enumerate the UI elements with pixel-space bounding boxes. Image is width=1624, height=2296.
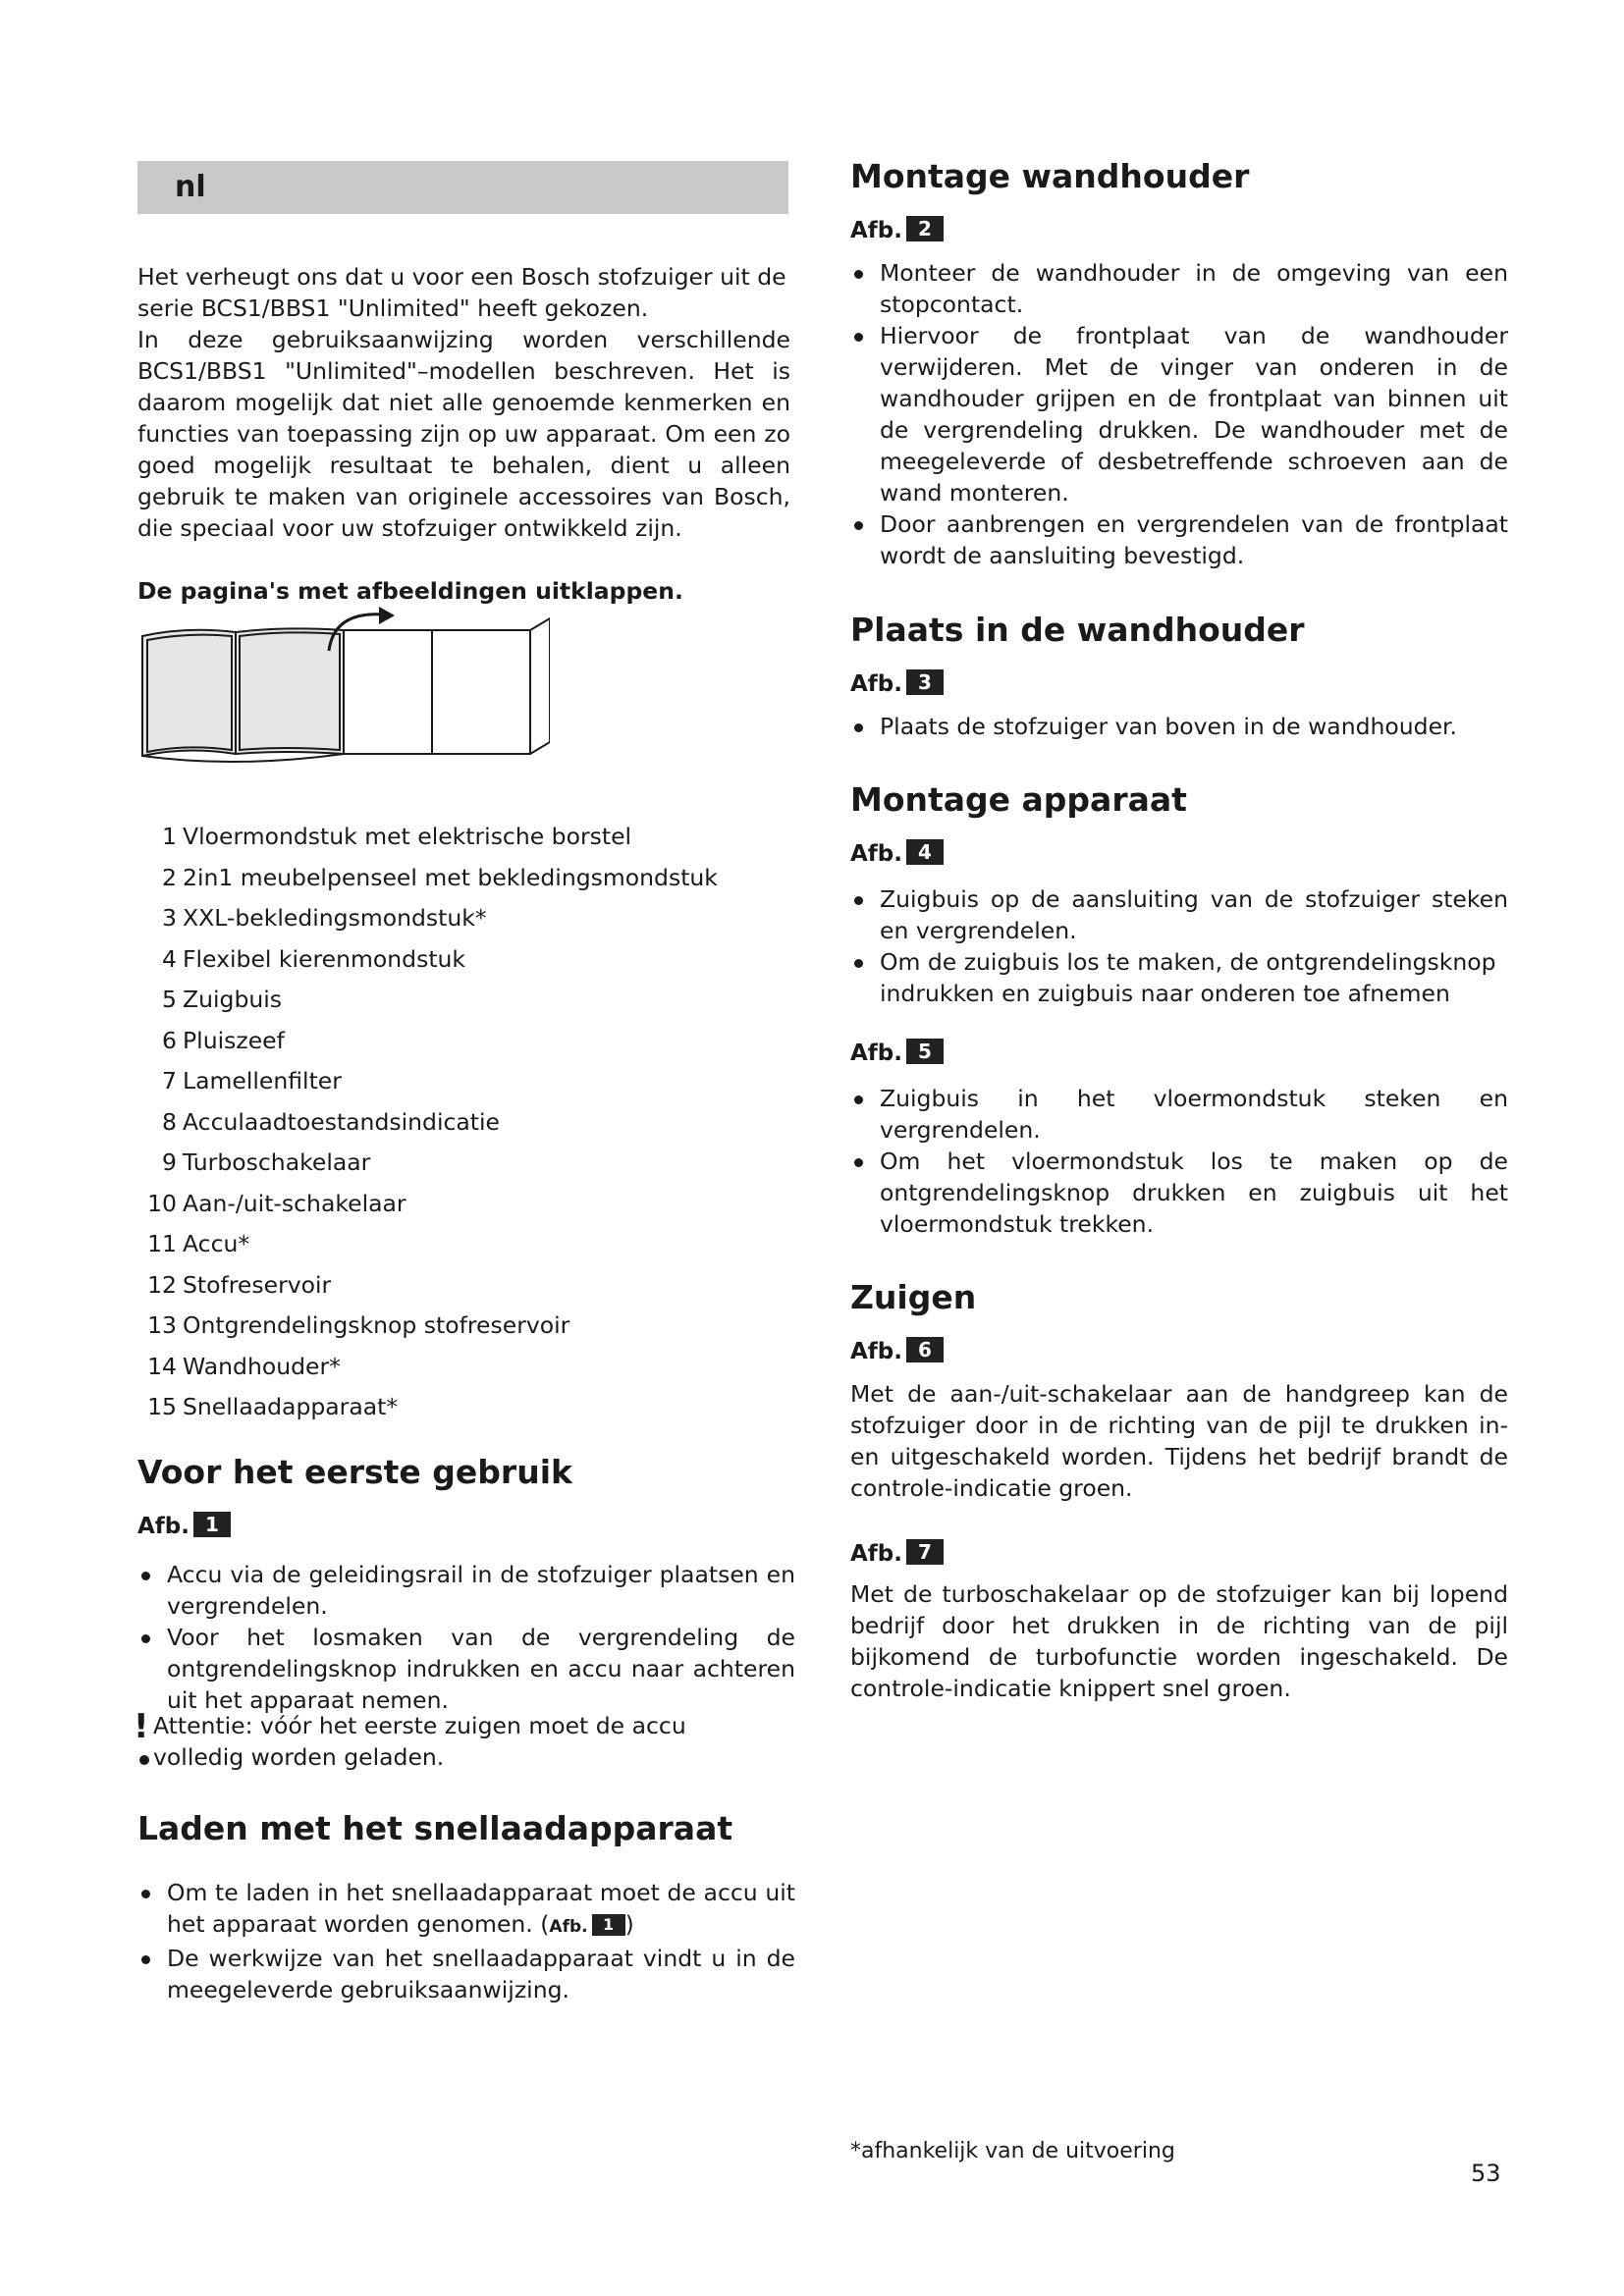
fold-out-note: De pagina's met afbeeldingen uitklappen.: [137, 577, 683, 605]
section-title-placement: Plaats in de wandhouder: [850, 611, 1305, 649]
figure-ref-4: Afb. 4: [850, 839, 944, 867]
list-item: Monteer de wandhouder in de omgeving van een stopcontact.: [850, 257, 1508, 320]
figure-ref-7: Afb. 7: [850, 1539, 944, 1567]
attention-text: Attentie: vóór het eerste zuigen moet de accu volledig worden geladen.: [153, 1712, 686, 1771]
intro-paragraph-1: Het verheugt ons dat u voor een Bosch stofzuiger uit de serie BCS1/BBS1 "Unlimited" heeft gekozen.: [137, 263, 786, 322]
fold-out-pages-icon: [137, 607, 550, 774]
list-item: Om de zuigbuis los te maken, de ontgrendelingsknop indrukken en zuigbuis naar onderen toe afnemen: [850, 946, 1508, 1009]
vacuum-paragraph-2: Met de turboschakelaar op de stofzuiger kan bij lopend bedrijf door het drukken in de richting van de pijl bijkomend de turbofunctie worden ingeschakeld. De controle-indicatie knippert snel groen.: [850, 1580, 1508, 1702]
list-item: 3 XXL-bekledingsmondstuk*: [162, 904, 487, 932]
language-bar: [137, 161, 788, 214]
list-item: 14 Wandhouder*: [147, 1352, 341, 1380]
figure-ref-3: Afb. 3: [850, 669, 944, 697]
figure-ref-1: Afb. 1: [137, 1512, 231, 1539]
page-number: 53: [1471, 2160, 1501, 2187]
parts-list: [137, 817, 718, 1428]
section-title-vacuuming: Zuigen: [850, 1278, 977, 1316]
list-item: Zuigbuis in het vloermondstuk steken en vergrendelen.: [850, 1083, 1508, 1146]
assembly-bullets-1: [850, 883, 1508, 1009]
list-item: Hiervoor de frontplaat van de wandhouder verwijderen. Met de vinger van onderen in de wandhouder grijpen en de frontplaat van binnen uit de vergrendeling drukken. De wandhouder met de meegeleverde of desbetreffende schroeven aan de wand monteren.: [850, 320, 1508, 508]
section-title-assembly: Montage apparaat: [850, 780, 1187, 819]
intro-text: [137, 261, 790, 544]
figure-ref-6: Afb. 6: [850, 1337, 944, 1364]
list-item: Om te laden in het snellaadapparaat moet de accu uit het apparaat worden genomen. (Afb. 1 ): [137, 1877, 795, 1943]
list-item: 11 Accu*: [147, 1230, 250, 1257]
list-item: De werkwijze van het snellaadapparaat vindt u in de meegeleverde gebruiksaanwijzing.: [137, 1943, 795, 2005]
list-item: 15 Snellaadapparaat*: [147, 1393, 399, 1420]
section-title-first-use: Voor het eerste gebruik: [137, 1453, 572, 1491]
attention-note: [134, 1707, 766, 1773]
placement-bullets: [850, 711, 1508, 742]
list-item: Zuigbuis op de aansluiting van de stofzuiger steken en vergrendelen.: [850, 883, 1508, 946]
figure-ref-5: Afb. 5: [850, 1039, 944, 1066]
wall-mount-bullets: [850, 257, 1508, 571]
language-code: nl: [175, 170, 206, 204]
list-item: Door aanbrengen en vergrendelen van de frontplaat wordt de aansluiting bevestigd.: [850, 508, 1508, 571]
list-item: Voor het losmaken van de vergrendeling de ontgrendelingsknop indrukken en accu naar achteren uit het apparaat nemen.: [137, 1622, 795, 1716]
list-item: 6 Pluiszeef: [162, 1026, 285, 1054]
list-item: 1 Vloermondstuk met elektrische borstel: [162, 823, 632, 850]
list-item: 12 Stofreservoir: [147, 1270, 332, 1299]
warning-icon: !: [134, 1707, 149, 1746]
list-item: 4 Flexibel kierenmondstuk: [162, 944, 466, 973]
list-item: 13 Ontgrendelingsknop stofreservoir: [147, 1311, 570, 1339]
list-item: 9 Turboschakelaar: [162, 1148, 371, 1176]
bullet-icon: [139, 1755, 149, 1765]
figure-ref-2: Afb. 2: [850, 216, 944, 243]
charging-bullets: [137, 1877, 795, 2005]
list-item: 7 Lamellenfilter: [162, 1067, 342, 1095]
list-item: 2 2in1 meubelpenseel met bekledingsmondstuk: [162, 863, 718, 891]
section-title-wall-mount: Montage wandhouder: [850, 157, 1250, 195]
assembly-bullets-2: [850, 1083, 1508, 1240]
first-use-bullets: [137, 1559, 795, 1716]
footnote: *afhankelijk van de uitvoering: [850, 2139, 1175, 2163]
list-item: 5 Zuigbuis: [162, 986, 283, 1013]
intro-paragraph-2: In deze gebruiksaanwijzing worden verschillende BCS1/BBS1 "Unlimited"–modellen beschreven. Het is daarom mogelijk dat niet alle genoemde kenmerken en functies van toepassing zijn op uw apparaat. Om een zo goed mogelijk resultaat te behalen, dient u alleen gebruik te maken van originele accessoires van Bosch, die speciaal voor uw stofzuiger ontwikkeld zijn.: [137, 326, 790, 542]
section-title-charging: Laden met het snellaadapparaat: [137, 1809, 733, 1847]
list-item: Om het vloermondstuk los te maken op de ontgrendelingsknop drukken en zuigbuis uit het vloermondstuk trekken.: [850, 1146, 1508, 1240]
list-item: Accu via de geleidingsrail in de stofzuiger plaatsen en vergrendelen.: [137, 1559, 795, 1622]
list-item: Plaats de stofzuiger van boven in de wandhouder.: [850, 711, 1508, 742]
list-item: 8 Acculaadtoestandsindicatie: [162, 1107, 500, 1136]
vacuum-paragraph-1: Met de aan-/uit-schakelaar aan de handgreep kan de stofzuiger door in de richting van de pijl te drukken in- en uitgeschakeld worden. Tijdens het bedrijf brandt de controle-indicatie groen.: [850, 1380, 1508, 1502]
list-item: 10 Aan-/uit-schakelaar: [147, 1189, 406, 1217]
